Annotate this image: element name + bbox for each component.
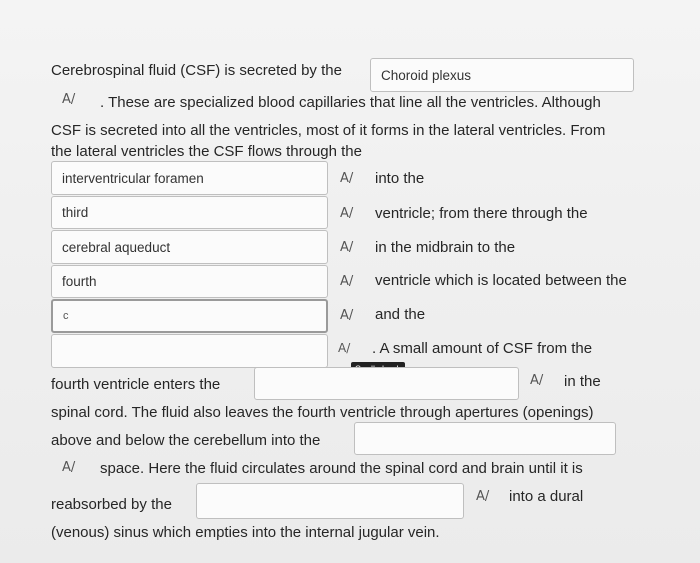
- answer-field-3[interactable]: [51, 196, 328, 229]
- paragraph-text: (venous) sinus which empties into the internal jugular vein.: [51, 524, 440, 541]
- spellcheck-icon[interactable]: A/: [340, 240, 354, 255]
- paragraph-text: the lateral ventricles the CSF flows through the: [51, 143, 362, 160]
- answer-value: fourth: [62, 274, 97, 289]
- answer-field-2[interactable]: [51, 161, 328, 195]
- answer-value: interventricular foramen: [62, 170, 204, 186]
- spellcheck-icon[interactable]: A/: [62, 92, 76, 107]
- paragraph-text: space. Here the fluid circulates around the spinal cord and brain until it is: [100, 460, 583, 477]
- answer-field-4[interactable]: [51, 230, 328, 264]
- paragraph-text: into the: [375, 170, 425, 187]
- answer-value: third: [62, 205, 89, 220]
- spellcheck-icon[interactable]: A/: [340, 274, 354, 289]
- spellcheck-icon[interactable]: A/: [530, 373, 544, 388]
- paragraph-text: spinal cord. The fluid also leaves the fourth ventricle through apertures (openings): [51, 404, 594, 421]
- spellcheck-icon[interactable]: A/: [340, 171, 354, 186]
- paragraph-text: Cerebrospinal fluid (CSF) is secreted by the: [51, 62, 342, 79]
- spellcheck-icon[interactable]: A/: [476, 489, 490, 504]
- answer-field-6[interactable]: [51, 299, 328, 333]
- answer-field-5[interactable]: [51, 265, 328, 298]
- paragraph-text: . These are specialized blood capillaries that line all the ventricles. Although: [100, 94, 601, 111]
- answer-field-1[interactable]: [370, 58, 634, 92]
- paragraph-text: above and below the cerebellum into the: [51, 432, 321, 449]
- paragraph-text: ventricle which is located between the: [375, 272, 627, 289]
- spellcheck-icon[interactable]: A/: [340, 308, 354, 323]
- answer-value: cerebral aqueduct: [62, 239, 171, 255]
- answer-field-9[interactable]: [354, 422, 616, 455]
- paragraph-text: fourth ventricle enters the: [51, 376, 221, 393]
- spellcheck-icon[interactable]: A/: [62, 460, 76, 475]
- spellcheck-icon[interactable]: A/: [338, 341, 351, 355]
- paragraph-text: CSF is secreted into all the ventricles, most of it forms in the lateral ventricles. From: [51, 122, 606, 139]
- paragraph-text: ventricle; from there through the: [375, 205, 588, 222]
- spellcheck-icon[interactable]: A/: [340, 206, 354, 221]
- answer-field-7[interactable]: [51, 334, 328, 368]
- paragraph-text: and the: [375, 306, 426, 323]
- paragraph-text: . A small amount of CSF from the: [372, 340, 593, 357]
- paragraph-text: in the midbrain to the: [375, 239, 516, 256]
- answer-field-8[interactable]: [254, 367, 519, 400]
- paragraph-text: into a dural: [509, 488, 584, 505]
- paragraph-text: in the: [564, 373, 601, 390]
- answer-value: c: [63, 310, 69, 322]
- answer-value: Choroid plexus: [381, 67, 472, 83]
- paragraph-text: reabsorbed by the: [51, 496, 172, 513]
- answer-field-10[interactable]: [196, 483, 464, 519]
